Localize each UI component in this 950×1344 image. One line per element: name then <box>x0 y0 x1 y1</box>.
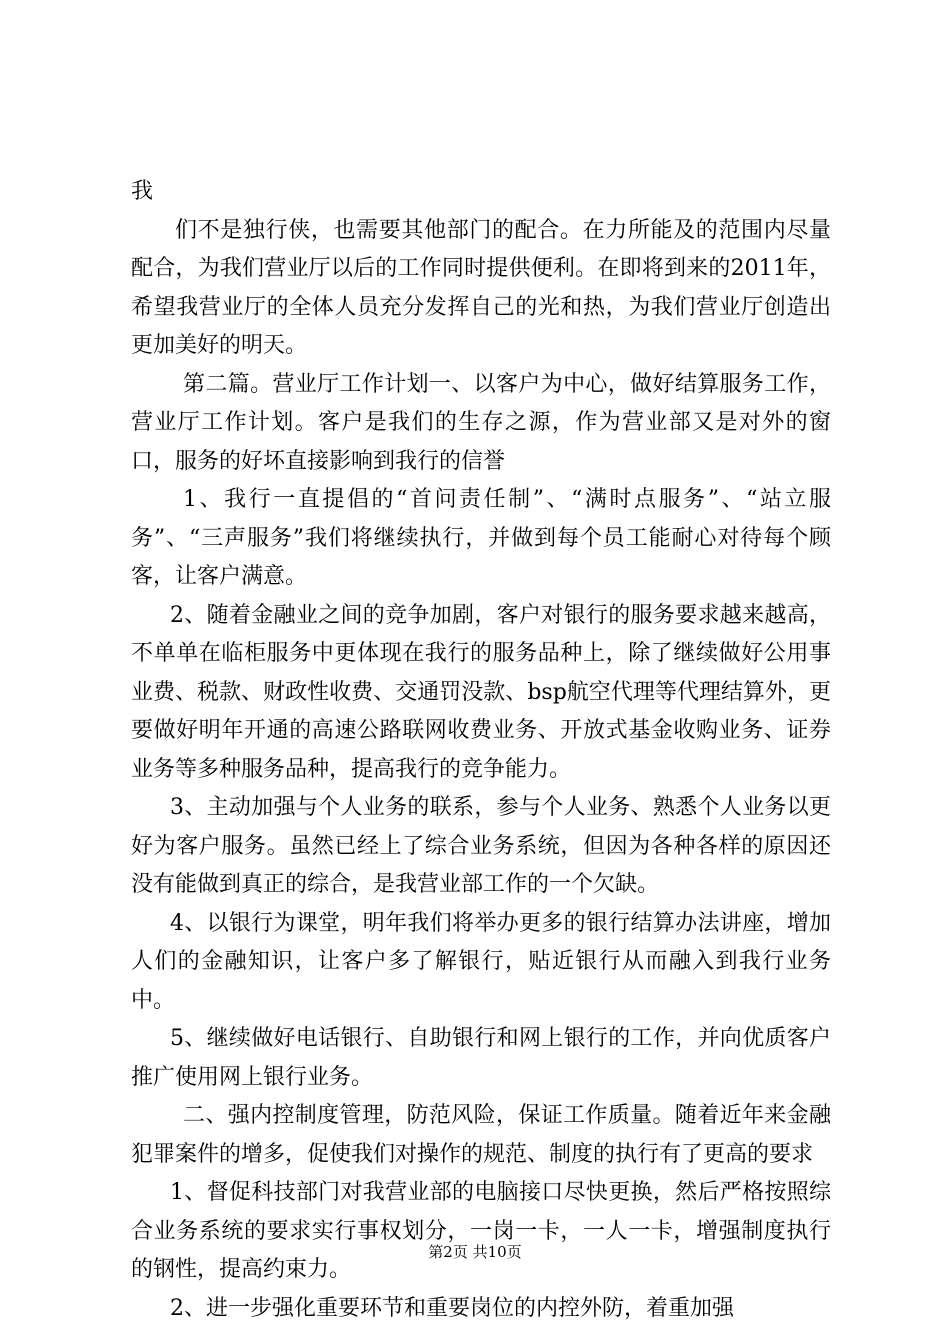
paragraph-second-chapter: 第二篇。营业厅工作计划一、以客户为中心，做好结算服务工作，营业厅工作计划。客户是我们的生存之源，作为营业部又是对外的窗口，服务的好坏直接影响到我行的信誉 <box>131 371 831 474</box>
paragraph-cooperation: 们不是独行侠，也需要其他部门的配合。在力所能及的范围内尽量配合，为我们营业厅以后的工作同时提供便利。在即将到来的2011年，希望我营业厅的全体人员充分发挥自己的光和热，为我们营业厅创造出更加美好的明天。 <box>131 217 831 358</box>
paragraph-item-1: 1、我行一直提倡的“首问责任制”、“满时点服务”、“站立服务”、“三声服务”我们将继续执行，并做到每个员工能耐心对待每个顾客，让客户满意。 <box>131 487 831 589</box>
document-body <box>131 173 831 1328</box>
paragraph-item-2: 2、随着金融业之间的竞争加剧，客户对银行的服务要求越来越高，不单单在临柜服务中更体现在我行的服务品种上，除了继续做好公用事业费、税款、财政性收费、交通罚没款、bsp航空代理等代理结算外，更要做好明年开通的高速公路联网收费业务、开放式基金收购业务、证券业务等多种服务品种，提高我行的竞争能力。 <box>131 602 831 782</box>
paragraph-item-5: 5、继续做好电话银行、自助银行和网上银行的工作，并向优质客户推广使用网上银行业务。 <box>131 1026 831 1090</box>
paragraph-section-2-item-2: 2、进一步强化重要环节和重要岗位的内控外防，着重加强 <box>170 1295 734 1321</box>
paragraph-section-2-item-1: 1、督促科技部门对我营业部的电脑接口尽快更换，然后严格按照综合业务系统的要求实行事权划分，一岗一卡，一人一卡，增强制度执行的钢性，提高约束力。 <box>131 1180 831 1282</box>
page-footer: 第2页 共10页 <box>428 1243 522 1261</box>
paragraph-item-3: 3、主动加强与个人业务的联系，参与个人业务、熟悉个人业务以更好为客户服务。虽然已经上了综合业务系统，但因为各种各样的原因还没有能做到真正的综合，是我营业部工作的一个欠缺。 <box>131 795 831 897</box>
paragraph-item-4: 4、以银行为课堂，明年我们将举办更多的银行结算办法讲座，增加人们的金融知识，让客户多了解银行，贴近银行从而融入到我行业务中。 <box>131 910 831 1013</box>
paragraph-fragment: 我 <box>131 179 154 204</box>
paragraph-section-2: 二、强内控制度管理，防范风险，保证工作质量。随着近年来金融犯罪案件的增多，促使我们对操作的规范、制度的执行有了更高的要求 <box>131 1103 831 1167</box>
